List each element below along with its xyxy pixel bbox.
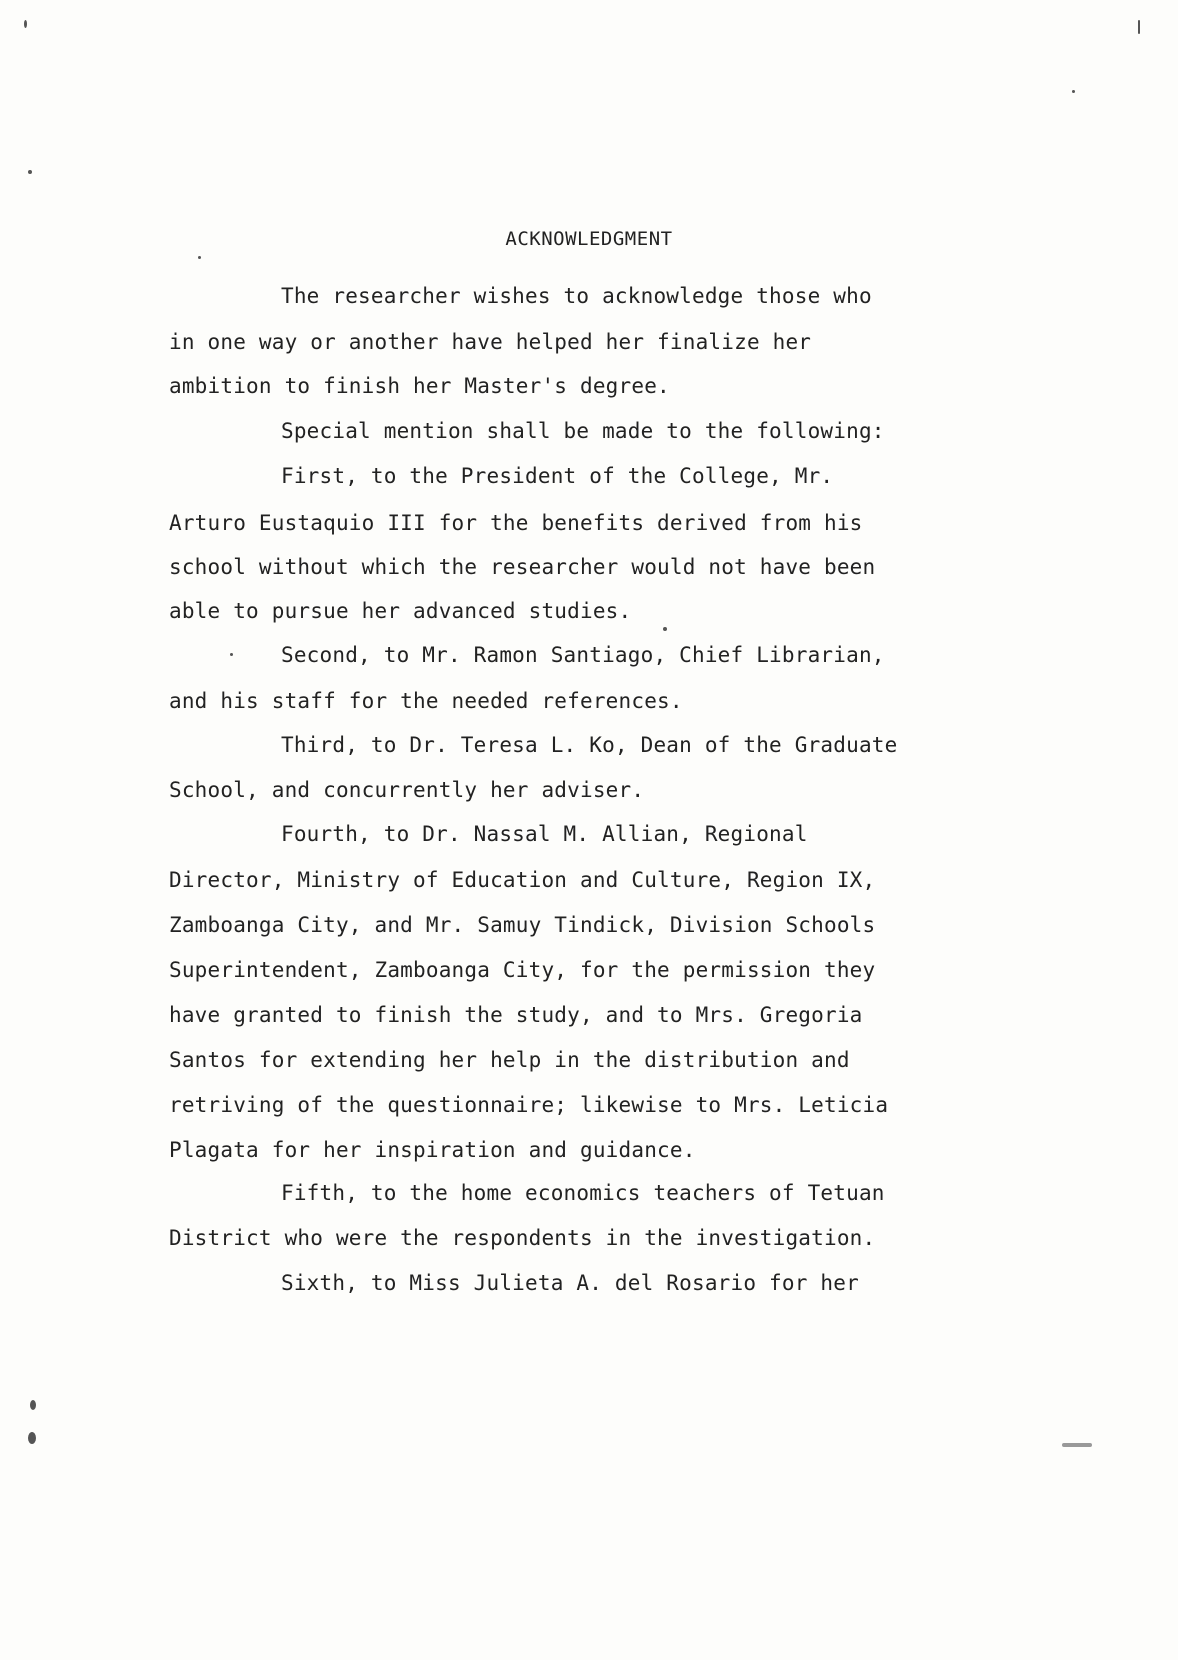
page-title: ACKNOWLEDGMENT [505, 228, 673, 250]
text-line: Sixth, to Miss Julieta A. del Rosario for her [281, 1271, 859, 1295]
scan-speck [30, 1400, 36, 1410]
scan-speck [663, 627, 667, 631]
text-line: Second, to Mr. Ramon Santiago, Chief Librarian, [281, 643, 885, 667]
text-line: Director, Ministry of Education and Culture, Region IX, [169, 868, 876, 892]
scan-speck [230, 653, 233, 656]
text-line: and his staff for the needed references. [169, 689, 683, 713]
text-line: able to pursue her advanced studies. [169, 599, 632, 623]
scan-speck [1062, 1443, 1092, 1447]
text-line: retriving of the questionnaire; likewise to Mrs. Leticia [169, 1093, 889, 1117]
text-line: Plagata for her inspiration and guidance. [169, 1138, 696, 1162]
text-line: Zamboanga City, and Mr. Samuy Tindick, Division Schools [169, 913, 876, 937]
scan-speck [198, 256, 201, 259]
scan-speck [1072, 90, 1075, 93]
scan-speck [1138, 20, 1140, 34]
text-line: ambition to finish her Master's degree. [169, 374, 670, 398]
text-line: Fifth, to the home economics teachers of Tetuan [281, 1181, 885, 1205]
text-line: school without which the researcher would not have been [169, 555, 876, 579]
text-line: District who were the respondents in the investigation. [169, 1226, 876, 1250]
text-line: Santos for extending her help in the distribution and [169, 1048, 850, 1072]
text-line: The researcher wishes to acknowledge those who [281, 284, 872, 308]
scan-speck [28, 170, 32, 174]
scan-speck [24, 20, 27, 28]
text-line: in one way or another have helped her finalize her [169, 330, 812, 354]
scan-footer [6, 1648, 8, 1655]
text-line: School, and concurrently her adviser. [169, 778, 645, 802]
scan-speck [28, 1432, 36, 1444]
text-line: Superintendent, Zamboanga City, for the permission they [169, 958, 876, 982]
text-line: Fourth, to Dr. Nassal M. Allian, Regional [281, 822, 808, 846]
text-line: Arturo Eustaquio III for the benefits derived from his [169, 511, 863, 535]
text-line: First, to the President of the College, Mr. [281, 464, 834, 488]
text-line: Third, to Dr. Teresa L. Ko, Dean of the Graduate [281, 733, 898, 757]
text-line: have granted to finish the study, and to Mrs. Gregoria [169, 1003, 863, 1027]
text-line: Special mention shall be made to the following: [281, 419, 885, 443]
